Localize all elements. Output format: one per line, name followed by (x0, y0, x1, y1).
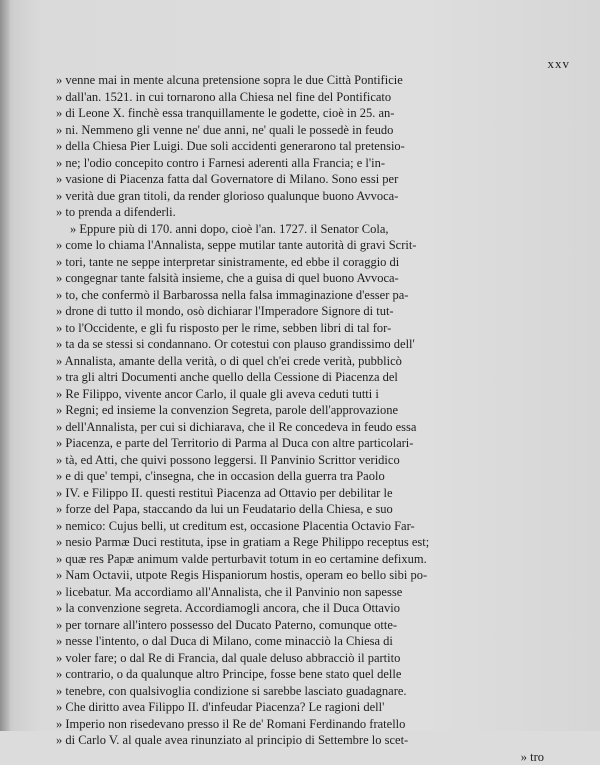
text-line: » licebatur. Ma accordiamo all'Annalista, che il Panvinio non sapesse (56, 584, 556, 601)
text-line: » to l'Occidente, e gli fu risposto per le rime, sebben libri di tal for- (56, 320, 556, 337)
catchword: » tro (56, 749, 556, 765)
text-line: » tenebre, con qualsivoglia condizione si sarebbe lasciato guadagnare. (56, 683, 556, 700)
text-line: » nesio Parmæ Duci restituta, ipse in gratiam a Rege Philippo receptus est; (56, 534, 556, 551)
text-line: » voler fare; o dal Re di Francia, dal quale deluso abbracciò il partito (56, 650, 556, 667)
text-line: » come lo chiama l'Annalista, seppe mutilar tante autorità di gravi Scrit- (56, 237, 556, 254)
text-line: » di Leone X. finchè essa tranquillamente le godette, cioè in 25. an- (56, 105, 556, 122)
text-line: » Imperio non risedevano presso il Re de' Romani Ferdinando fratello (56, 716, 556, 733)
text-line: » to prenda a difenderli. (56, 204, 556, 221)
text-line: » Re Filippo, vivente ancor Carlo, il quale gli aveva ceduti tutti i (56, 386, 556, 403)
text-line: » e di que' tempi, c'insegna, che in occasion della guerra tra Paolo (56, 468, 556, 485)
text-line: » quæ res Papæ animum valde perturbavit totum in eo certamine defixum. (56, 551, 556, 568)
text-line: » tori, tante ne seppe interpretar sinistramente, ed ebbe il coraggio di (56, 254, 556, 271)
text-line: » della Chiesa Pier Luigi. Due soli accidenti generarono tal pretensio- (56, 138, 556, 155)
text-line: » ta da se stessi si condannano. Or cotestui con plauso grandissimo dell' (56, 336, 556, 353)
text-line: » tà, ed Atti, che quivi possono leggersi. Il Panvinio Scrittor veridico (56, 452, 556, 469)
text-line: » ne; l'odio concepito contro i Farnesi aderenti alla Francia; e l'in- (56, 155, 556, 172)
text-line: » verità due gran titoli, da render glorioso qualunque buono Avvoca- (56, 188, 556, 205)
text-line: » venne mai in mente alcuna pretensione sopra le due Città Pontificie (56, 72, 556, 89)
text-line: » IV. e Filippo II. questi restituì Piacenza ad Ottavio per debilitar le (56, 485, 556, 502)
text-line: » nemico: Cujus belli, ut creditum est, occasione Placentia Octavio Far- (56, 518, 556, 535)
text-line: » drone di tutto il mondo, osò dichiarar l'Imperadore Signore di tut- (56, 303, 556, 320)
text-line: » congegnar tante falsità insieme, che a guisa di quel buono Avvoca- (56, 270, 556, 287)
text-line: » forze del Papa, staccando da lui un Feudatario della Chiesa, e suo (56, 501, 556, 518)
text-line: » vasione di Piacenza fatta dal Governatore di Milano. Sono essi per (56, 171, 556, 188)
text-line: » Che diritto avea Filippo II. d'infeudar Piacenza? Le ragioni dell' (56, 699, 556, 716)
text-line: » dall'an. 1521. in cui tornarono alla Chiesa nel fine del Pontificato (56, 89, 556, 106)
text-line: » Nam Octavii, utpote Regis Hispaniorum hostis, operam eo bello sibi po- (56, 567, 556, 584)
text-line: » Piacenza, e parte del Territorio di Parma al Duca con altre particolari- (56, 435, 556, 452)
paragraph-start-line: » Eppure più di 170. anni dopo, cioè l'an. 1727. il Senator Cola, (56, 221, 556, 238)
text-line: » Annalista, amante della verità, o di quel ch'ei crede verità, pubblicò (56, 353, 556, 370)
text-line: » dell'Annalista, per cui si dichiarava, che il Re concedeva in feudo essa (56, 419, 556, 436)
text-line: » nesse l'intento, o dal Duca di Milano, come minacciò la Chiesa di (56, 633, 556, 650)
text-line: » di Carlo V. al quale avea rinunziato al principio di Settembre lo scet- (56, 732, 556, 749)
page-number: xxv (548, 56, 571, 72)
text-line: » contrario, o da qualunque altro Principe, fosse bene stato quel delle (56, 666, 556, 683)
text-line: » ni. Nemmeno gli venne ne' due anni, ne' quali le possedè in feudo (56, 122, 556, 139)
text-line: » la convenzione segreta. Accordiamogli ancora, che il Duca Ottavio (56, 600, 556, 617)
text-line: » per tornare all'intero possesso del Ducato Paterno, comunque otte- (56, 617, 556, 634)
page-spine-shadow (0, 0, 10, 731)
text-line: » Regni; ed insieme la convenzion Segreta, parole dell'approvazione (56, 402, 556, 419)
text-line: » tra gli altri Documenti anche quello della Cessione di Piacenza del (56, 369, 556, 386)
body-text (56, 72, 556, 765)
text-line: » to, che confermò il Barbarossa nella falsa immaginazione d'esser pa- (56, 287, 556, 304)
